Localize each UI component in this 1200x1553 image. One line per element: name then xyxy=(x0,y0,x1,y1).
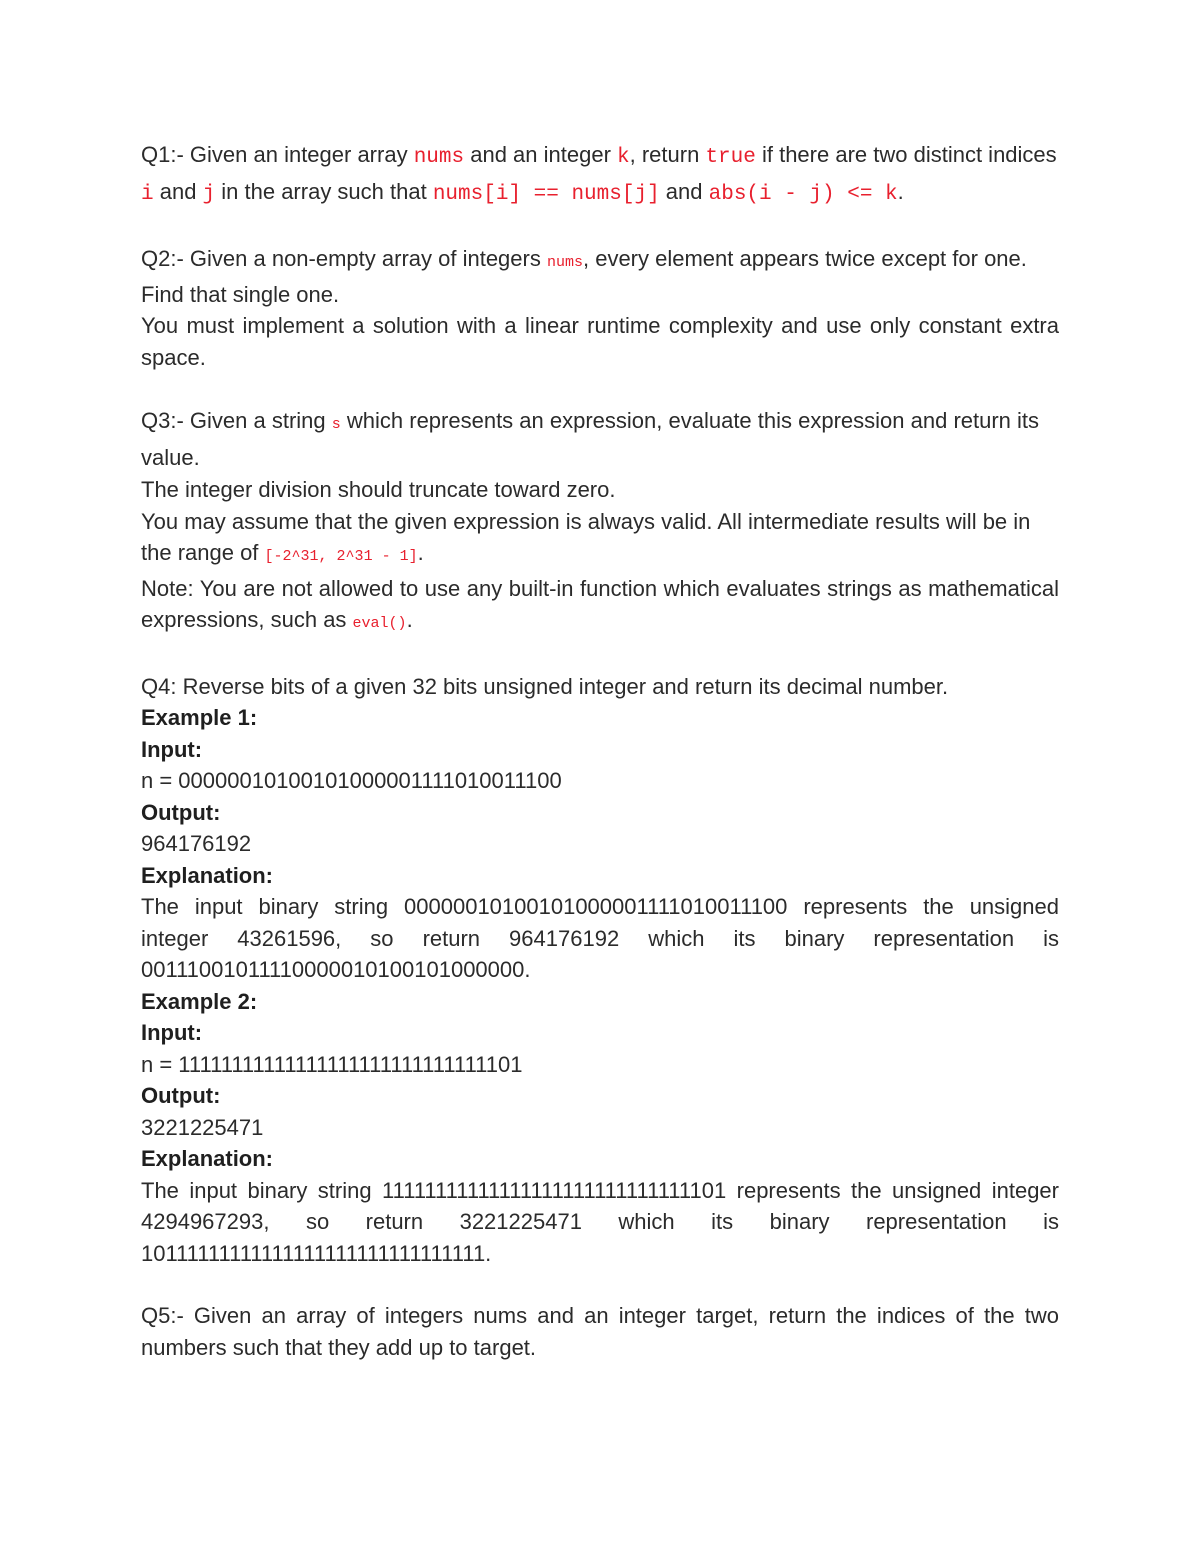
example-1 xyxy=(141,702,1059,986)
spacer xyxy=(141,640,1059,671)
question-4: Q4: Reverse bits of a given 32 bits unsigned integer and return its decimal number. xyxy=(141,673,949,699)
input-label: Input: xyxy=(141,1020,203,1045)
question-3-range: You may assume that the given expression is always valid. All intermediate results will be in the range of [-2^31, 2^31 - 1]. xyxy=(141,508,1031,565)
example-2 xyxy=(141,986,1059,1270)
question-3: Q3:- Given a string s which represents an expression, evaluate this expression and return its value. xyxy=(141,408,1040,470)
code-i: i xyxy=(141,183,154,206)
code-range: [-2^31, 2^31 - 1] xyxy=(264,548,418,565)
code-abs: abs(i - j) <= k xyxy=(708,183,898,206)
spacer xyxy=(141,373,1059,404)
code-true: true xyxy=(705,146,756,169)
question-2-constraint: You must implement a solution with a linear runtime complexity and use only constant extra space. xyxy=(141,313,1059,370)
explanation-label: Explanation: xyxy=(141,862,274,888)
input-value: n = 00000010100101000001111010011100 xyxy=(141,768,562,793)
code-nums: nums xyxy=(413,146,465,169)
code-eval: eval() xyxy=(352,615,407,632)
explanation-text: The input binary string 00000010100101000001111010011100 represents the unsigned integer 43261596, so return 964176192 which its binary representation is 00111001011110000010100101000000. xyxy=(141,894,1059,982)
spacer xyxy=(141,212,1059,243)
input-label: Input: xyxy=(141,736,203,762)
output-value: 3221225471 xyxy=(141,1114,264,1140)
output-label: Output: xyxy=(141,799,221,825)
example-heading: Example 2: xyxy=(141,988,258,1014)
output-value: 964176192 xyxy=(141,831,252,856)
explanation-label: Explanation: xyxy=(141,1146,274,1171)
question-1: Q1:- Given an integer array nums and an integer k, return true if there are two distinct indices i and j in the array such that nums[i] == nums[j] and abs(i - j) <= k. xyxy=(141,142,1057,206)
code-s: s xyxy=(331,416,341,433)
input-value: n = 11111111111111111111111111111101 xyxy=(141,1051,523,1077)
output-label: Output: xyxy=(141,1083,221,1108)
question-3-note: Note: You are not allowed to use any built-in function which evaluates strings as mathematical expressions, such as eval(). xyxy=(141,575,1059,632)
example-heading: Example 1: xyxy=(141,705,258,730)
explanation-text: The input binary string 11111111111111111111111111111101 represents the unsigned integer 4294967293, so return 3221225471 which its binary representation is 10111111111111111111111111111111. xyxy=(141,1177,1059,1266)
question-2: Q2:- Given a non-empty array of integers nums, every element appears twice except for one. Find that single one. xyxy=(141,246,1027,307)
code-k: k xyxy=(617,146,630,169)
code-j: j xyxy=(202,183,216,206)
document-body xyxy=(141,138,1059,1363)
code-nums: nums xyxy=(546,254,583,271)
question-5: Q5:- Given an array of integers nums and an integer target, return the indices of the two numbers such that they add up to target. xyxy=(141,1303,1059,1360)
code-equality: nums[i] == nums[j] xyxy=(432,183,660,206)
question-3-division: The integer division should truncate toward zero. xyxy=(141,477,616,502)
spacer xyxy=(141,1269,1059,1300)
